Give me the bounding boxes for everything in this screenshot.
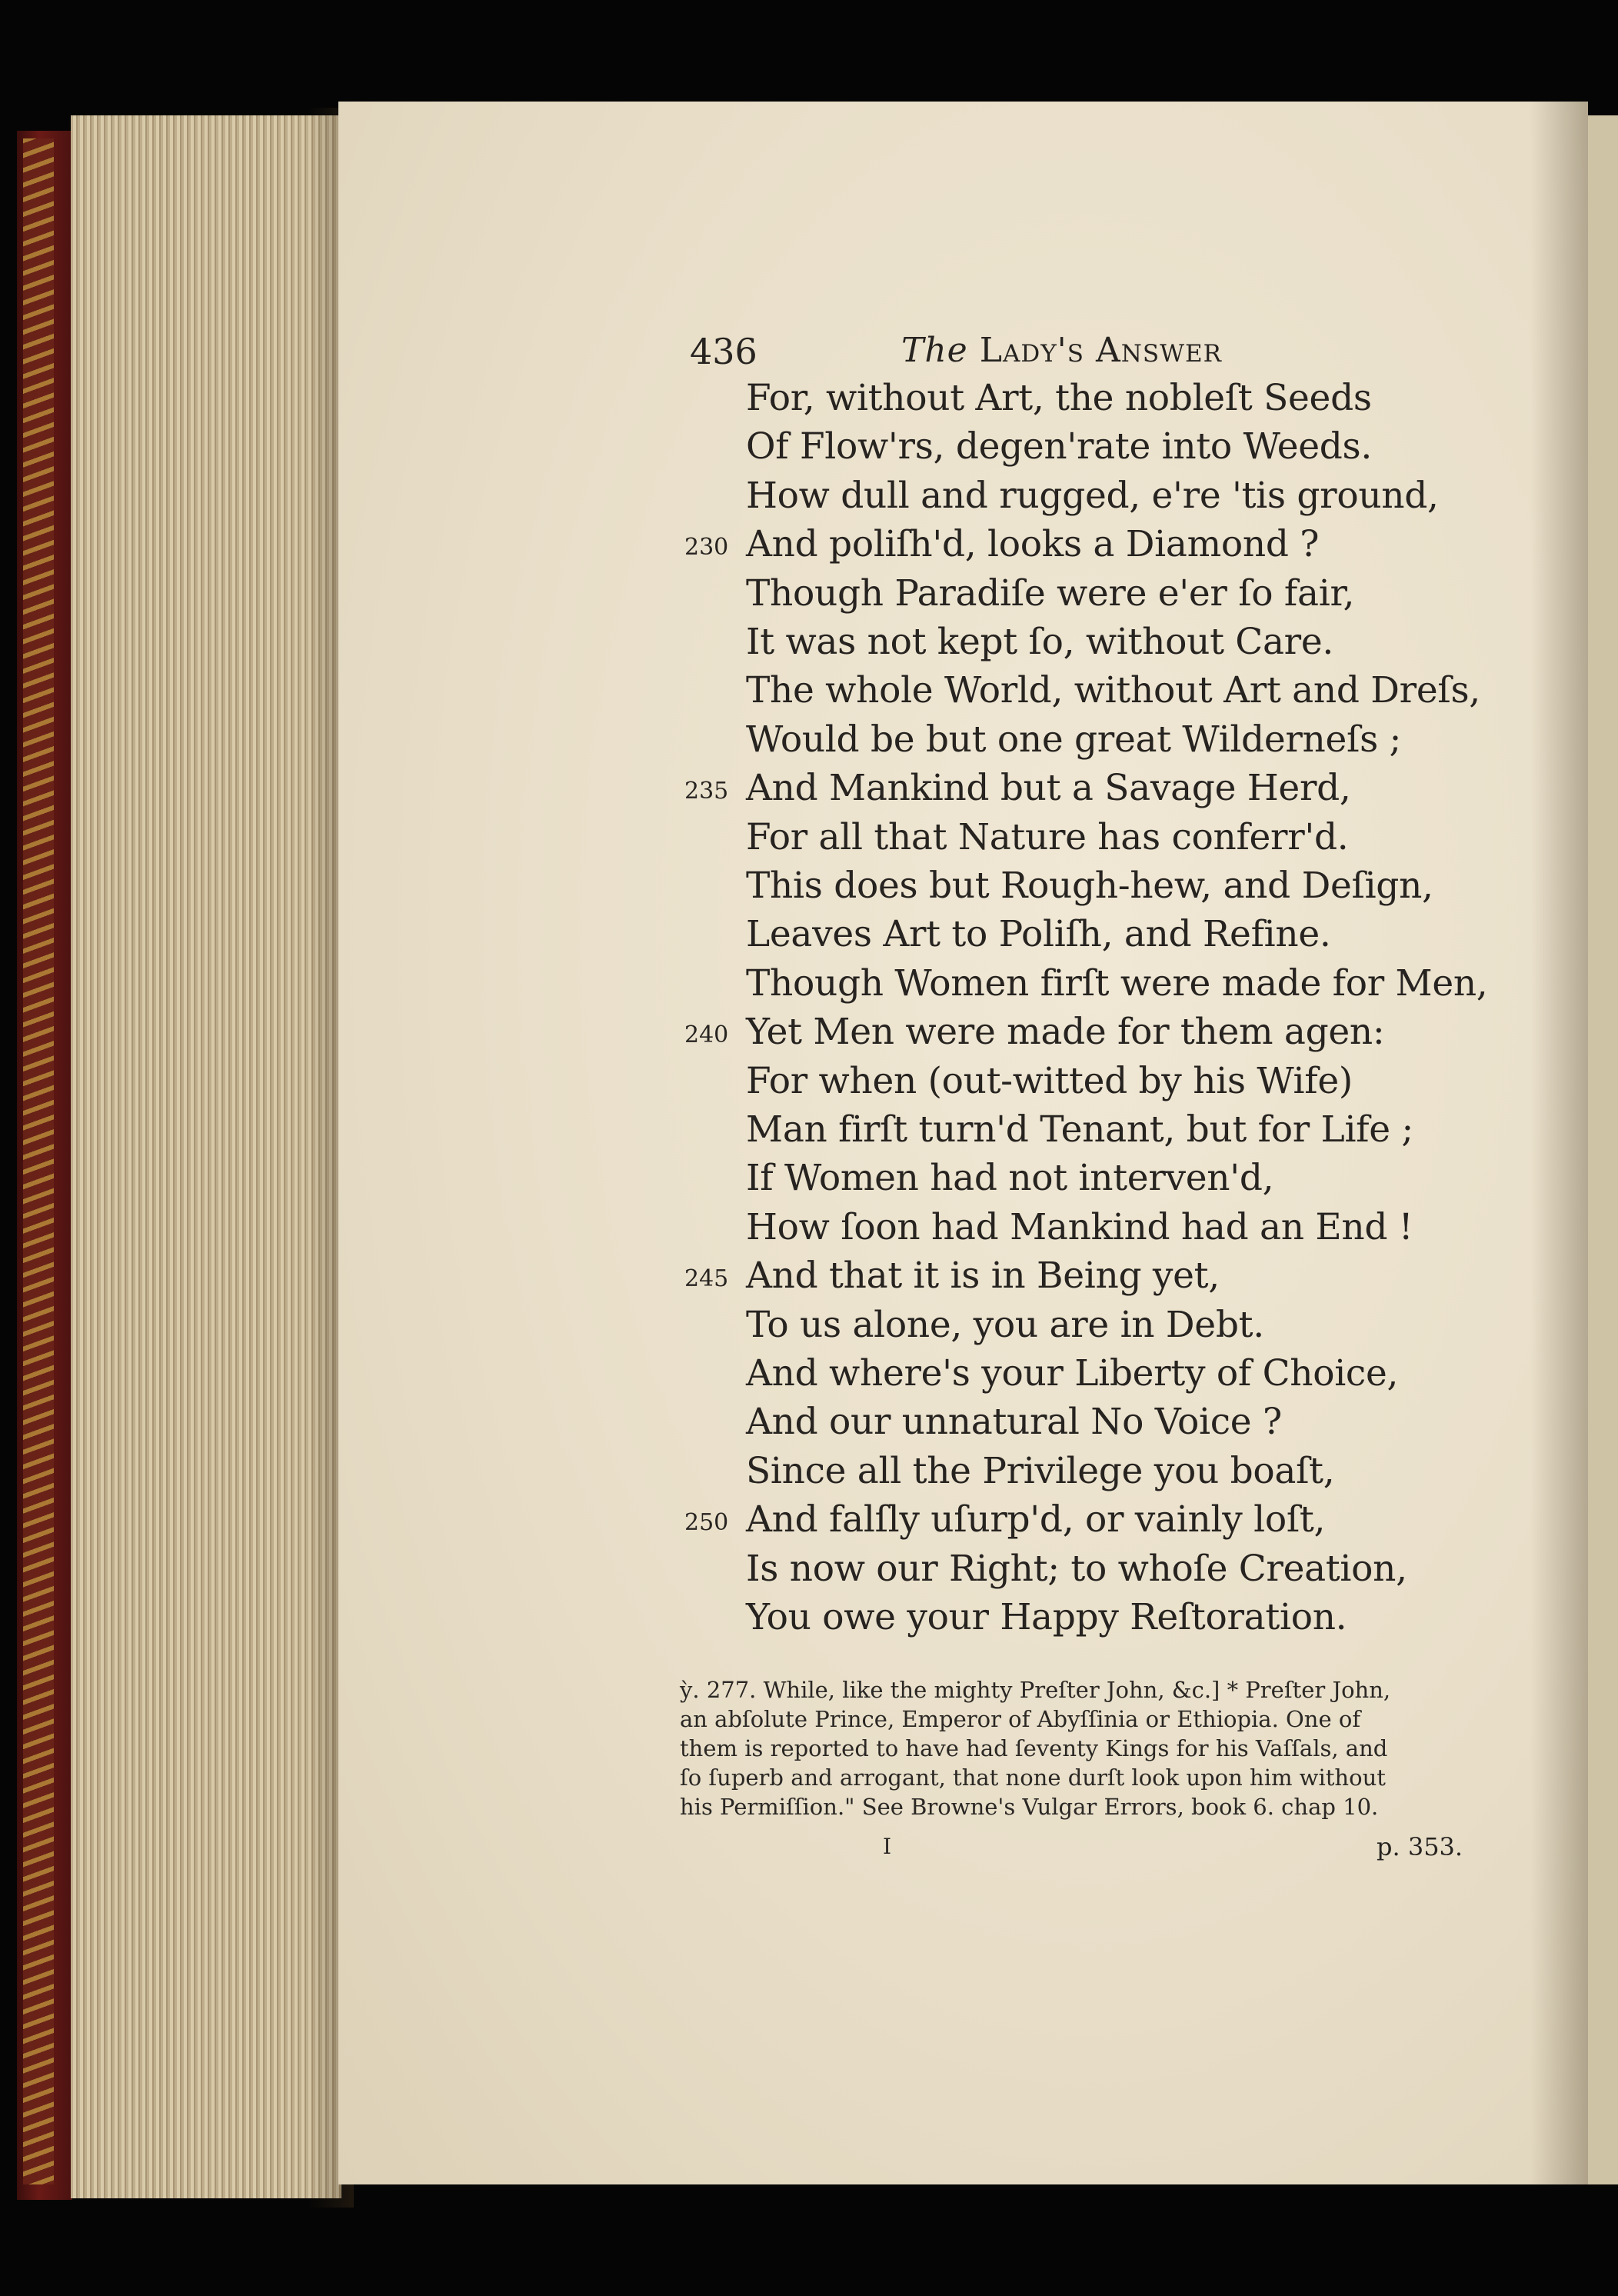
verse-line: For when (out-witted by his Wife) bbox=[746, 1059, 1353, 1102]
page-curl-shadow bbox=[1530, 102, 1588, 2184]
footnote-line: his Permiſſion." See Browne's Vulgar Errors, book 6. chap 10. bbox=[680, 1794, 1379, 1820]
running-title-prefix: The bbox=[901, 331, 968, 370]
footnote-line: ſo ſuperb and arrogant, that none durſt look upon him without bbox=[680, 1764, 1386, 1791]
page-number: 436 bbox=[690, 331, 757, 372]
verse-line: For, without Art, the nobleſt Seeds bbox=[746, 377, 1372, 419]
verse-line: The whole World, without Art and Dreſs, bbox=[746, 669, 1480, 712]
verse-line: And our unnatural No Voice ? bbox=[746, 1401, 1282, 1444]
verse-line: You owe your Happy Reſtoration. bbox=[746, 1596, 1347, 1638]
verse-line: This does but Rough-hew, and Deſign, bbox=[746, 865, 1433, 907]
catchword: p. 353. bbox=[1377, 1832, 1463, 1861]
line-number: 245 bbox=[684, 1265, 729, 1293]
verse-line: Of Flow'rs, degen'rate into Weeds. bbox=[746, 425, 1373, 468]
verse-line: Since all the Privilege you boaſt, bbox=[746, 1449, 1335, 1492]
verse-line: It was not kept ſo, without Care. bbox=[746, 621, 1333, 663]
verse-line: Man firſt turn'd Tenant, but for Life ; bbox=[746, 1108, 1413, 1151]
verse-line: How dull and rugged, e're 'tis ground, bbox=[746, 474, 1439, 517]
verse-line: And Mankind but a Savage Herd, bbox=[746, 767, 1351, 810]
line-number: 240 bbox=[684, 1021, 729, 1049]
verse-line: Yet Men were made for them agen: bbox=[746, 1011, 1385, 1054]
facing-page-edge bbox=[1588, 115, 1618, 2184]
verse-line: Leaves Art to Poliſh, and Refine. bbox=[746, 913, 1331, 956]
line-number: 230 bbox=[684, 534, 729, 562]
verse-line: Would be but one great Wilderneſs ; bbox=[746, 718, 1402, 761]
verse-line: How ſoon had Mankind had an End ! bbox=[746, 1205, 1413, 1248]
spine-gilt-ornament bbox=[23, 138, 54, 2184]
page-edges bbox=[71, 115, 341, 2198]
footnote-line: an abſolute Prince, Emperor of Abyſſinia or Ethiopia. One of bbox=[680, 1706, 1361, 1732]
line-number: 235 bbox=[684, 778, 729, 805]
verse-line: And poliſh'd, looks a Diamond ? bbox=[746, 523, 1320, 566]
signature-mark: I bbox=[883, 1834, 892, 1859]
verse-line: If Women had not interven'd, bbox=[746, 1157, 1274, 1200]
running-title bbox=[901, 331, 1222, 370]
footnote-line: them is reported to have had ſeventy Kings for his Vaſſals, and bbox=[680, 1735, 1388, 1761]
verse-line: And where's your Liberty of Choice, bbox=[746, 1352, 1399, 1395]
running-title-text: Lady's Answer bbox=[979, 331, 1222, 370]
line-number: 250 bbox=[684, 1509, 729, 1537]
verse-line: And that it is in Being yet, bbox=[746, 1255, 1220, 1298]
verse-line: To us alone, you are in Debt. bbox=[746, 1303, 1264, 1346]
verse-line: Though Paradiſe were e'er ſo fair, bbox=[746, 572, 1355, 615]
verse-line: And falſly uſurp'd, or vainly loſt, bbox=[746, 1498, 1326, 1541]
verse-line: Though Women firſt were made for Men, bbox=[746, 961, 1488, 1005]
footnote-line: ỳ. 277. While, like the mighty Preſter John, &c.] * Preſter John, bbox=[680, 1677, 1391, 1703]
footnote bbox=[680, 1677, 1469, 1823]
verse-line: Is now our Right; to whoſe Creation, bbox=[746, 1547, 1407, 1590]
verse-line: For all that Nature has conferr'd. bbox=[746, 815, 1349, 858]
